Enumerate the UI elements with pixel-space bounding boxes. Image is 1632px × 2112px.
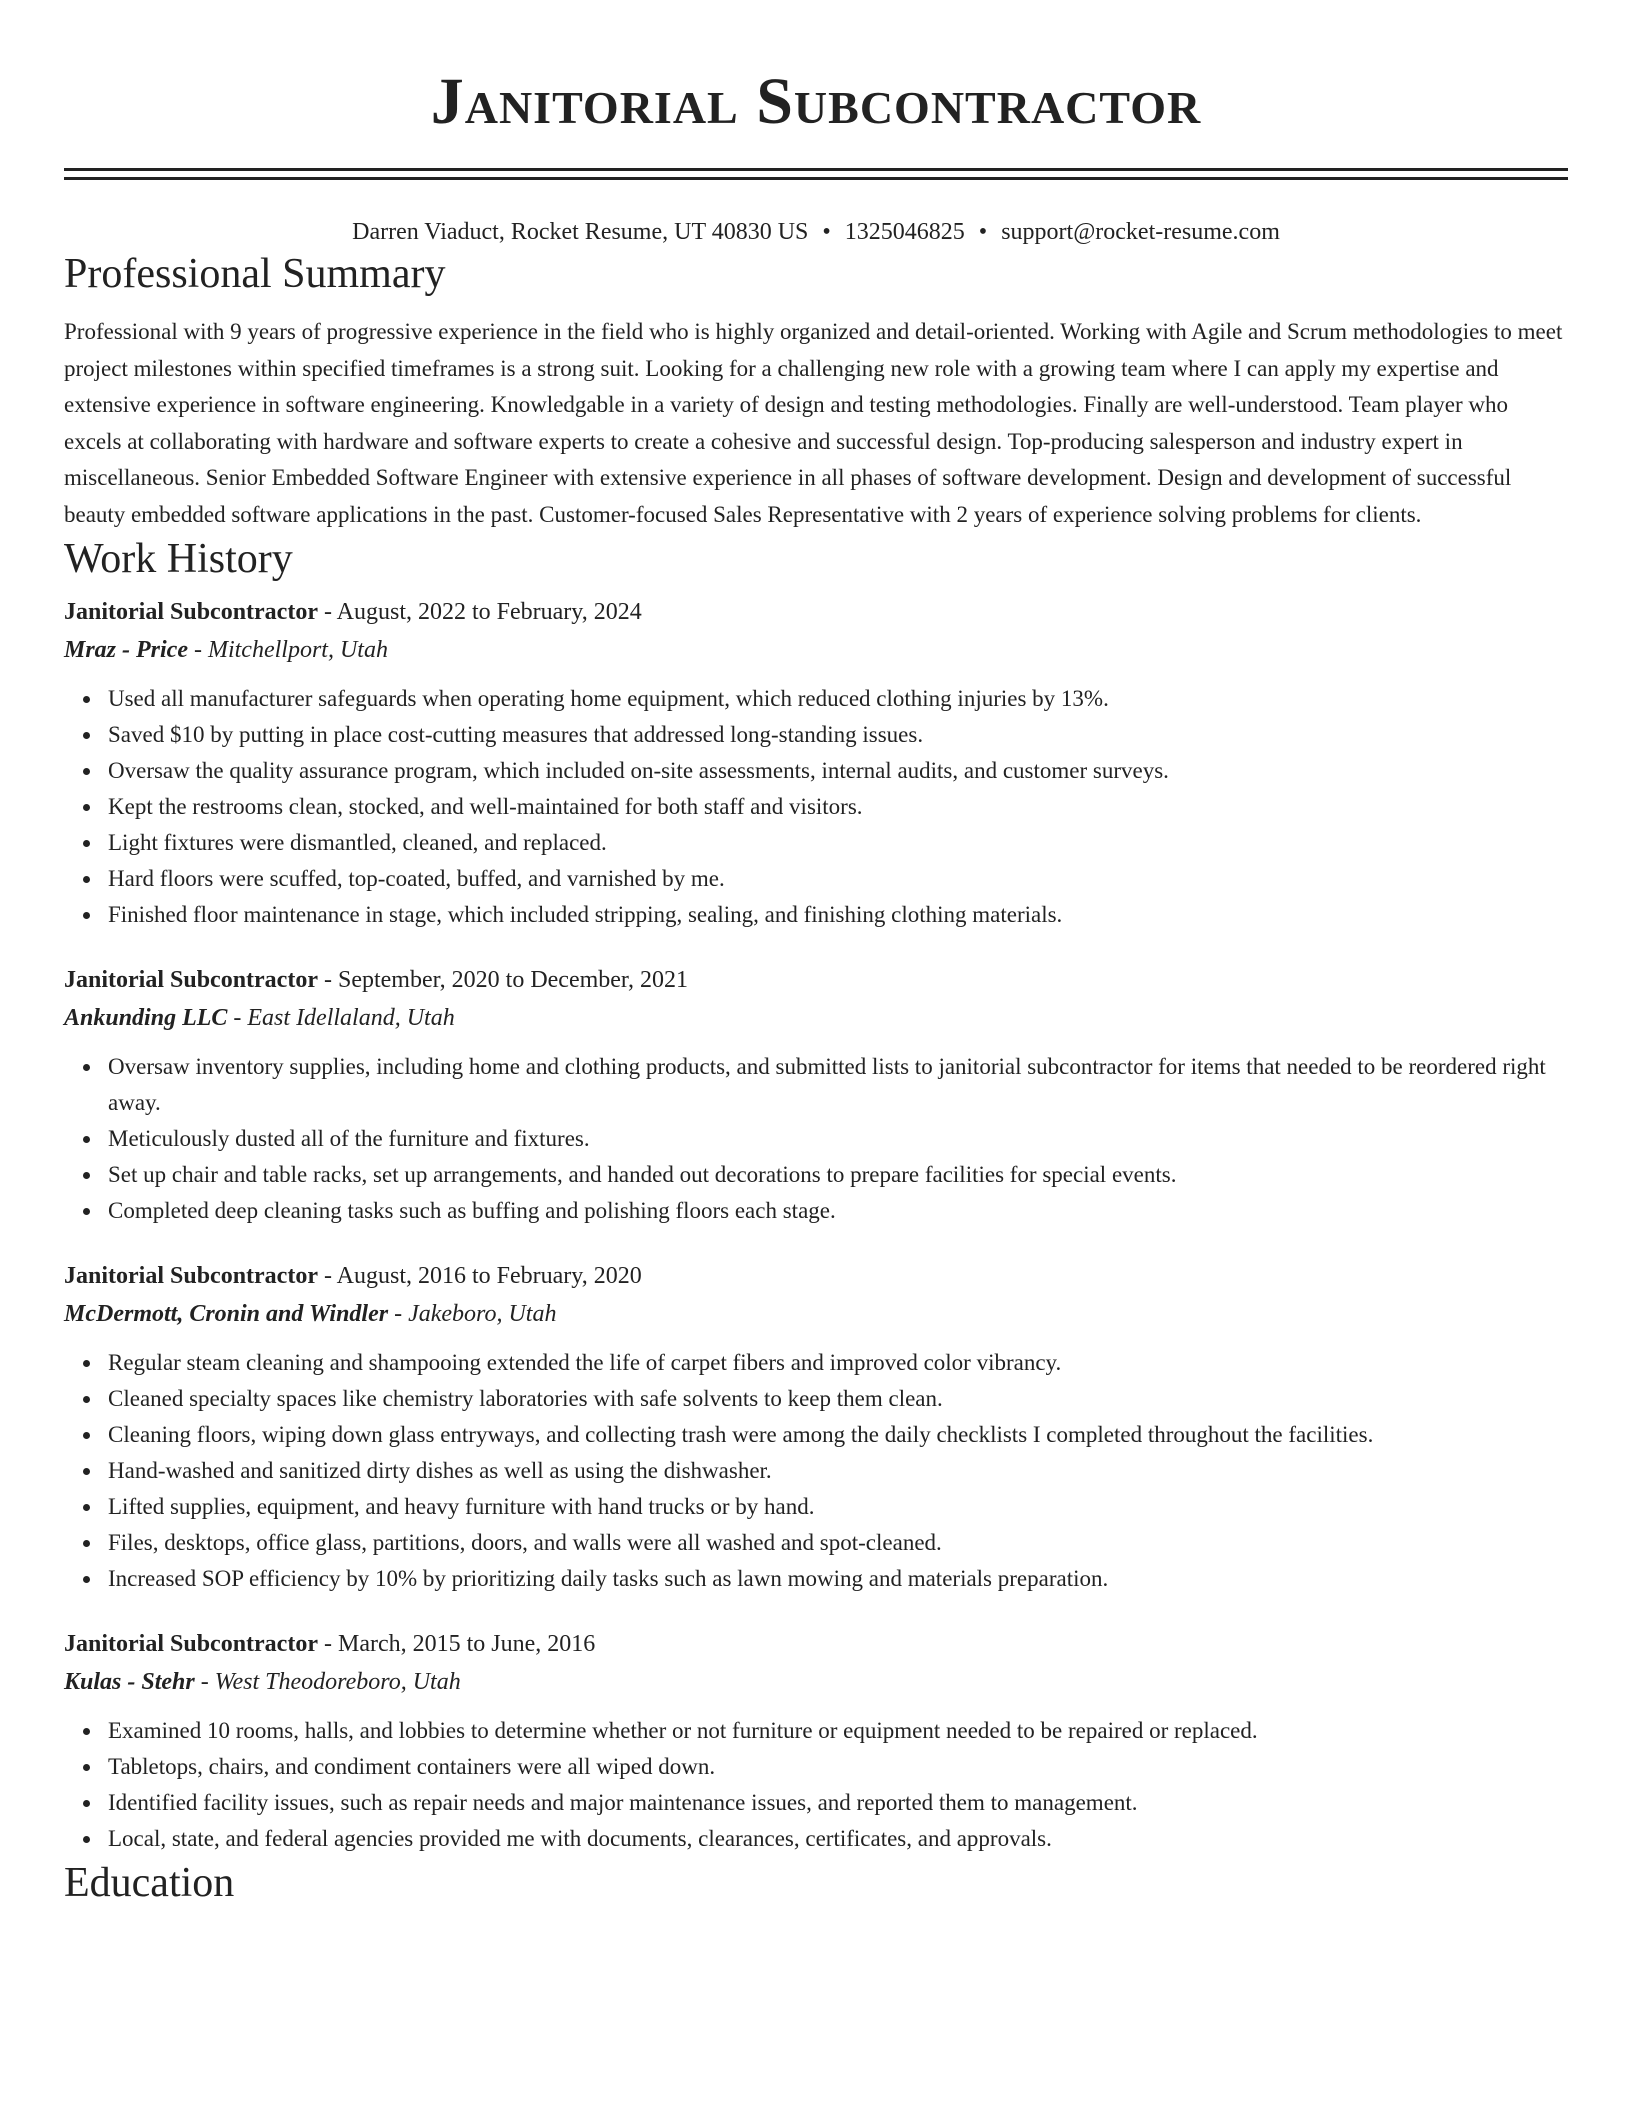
company-line: [64, 631, 1568, 669]
job-entry: [64, 1625, 1568, 1857]
contact-separator: •: [822, 219, 831, 245]
job-bullet: Saved $10 by putting in place cost-cutting measures that addressed long-standing issues.: [108, 717, 1568, 753]
job-entry: [64, 593, 1568, 933]
job-entry: [64, 1257, 1568, 1597]
contact-phone: 1325046825: [844, 219, 965, 245]
job-bullet: Lifted supplies, equipment, and heavy furniture with hand trucks or by hand.: [108, 1489, 1568, 1525]
work-history-heading: Work History: [64, 536, 293, 582]
job-bullets: [64, 1049, 1568, 1229]
job-bullet: Identified facility issues, such as repair needs and major maintenance issues, and reported them to management.: [108, 1785, 1568, 1821]
resume-title: Janitorial Subcontractor: [430, 65, 1202, 138]
job-dates: - March, 2015 to June, 2016: [317, 1631, 596, 1657]
job-dates: - August, 2016 to February, 2020: [317, 1263, 642, 1289]
company-name: Ankunding LLC: [64, 1005, 228, 1031]
job-bullet: Examined 10 rooms, halls, and lobbies to determine whether or not furniture or equipment needed to be repaired or replaced.: [108, 1713, 1568, 1749]
company-line: [64, 1295, 1568, 1333]
company-location: - Jakeboro, Utah: [388, 1301, 557, 1327]
job-bullet: Regular steam cleaning and shampooing extended the life of carpet fibers and improved color vibrancy.: [108, 1345, 1568, 1381]
job-title-line: [64, 961, 1568, 999]
job-bullet: Increased SOP efficiency by 10% by prioritizing daily tasks such as lawn mowing and materials preparation.: [108, 1561, 1568, 1597]
company-line: [64, 999, 1568, 1037]
education-heading: Education: [64, 1860, 235, 1906]
contact-line: [64, 216, 1568, 248]
job-entry: [64, 961, 1568, 1229]
job-dates: - August, 2022 to February, 2024: [317, 599, 642, 625]
job-title-line: [64, 1257, 1568, 1295]
company-location: - East Idellaland, Utah: [227, 1005, 455, 1031]
job-bullets: [64, 1345, 1568, 1597]
job-bullet: Completed deep cleaning tasks such as buffing and polishing floors each stage.: [108, 1193, 1568, 1229]
contact-separator: •: [978, 219, 988, 245]
job-bullet: Light fixtures were dismantled, cleaned, and replaced.: [108, 825, 1568, 861]
job-bullet: Used all manufacturer safeguards when operating home equipment, which reduced clothing injuries by 13%.: [108, 681, 1568, 717]
company-name: Kulas - Stehr: [64, 1669, 195, 1695]
company-line: [64, 1663, 1568, 1701]
summary-text: Professional with 9 years of progressive experience in the field who is highly organized and detail-oriented. Working with Agile and Scrum methodologies to meet project milestones within specified timeframes is a strong suit. Looking for a challenging new role with a growing team where I can apply my expertise and extensive experience in software engineering. Knowledgable in a variety of design and testing methodologies. Finally are well-understood. Team player who excels at collaborating with hardware and software experts to create a cohesive and successful design. Top-producing salesperson and industry expert in miscellaneous. Senior Embedded Software Engineer with extensive experience in all phases of software development. Design and development of successful beauty embedded software applications in the past. Customer-focused Sales Representative with 2 years of experience solving problems for clients.: [64, 319, 1563, 527]
job-bullet: Cleaned specialty spaces like chemistry laboratories with safe solvents to keep them clean.: [108, 1381, 1568, 1417]
job-bullet: Hard floors were scuffed, top-coated, buffed, and varnished by me.: [108, 861, 1568, 897]
summary-heading: Professional Summary: [64, 251, 446, 297]
company-location: - Mitchellport, Utah: [187, 637, 388, 663]
job-title: Janitorial Subcontractor: [64, 967, 318, 993]
job-bullet: Meticulously dusted all of the furniture and fixtures.: [108, 1121, 1568, 1157]
title-divider-top: [64, 168, 1568, 171]
job-bullet: Oversaw the quality assurance program, which included on-site assessments, internal audits, and customer surveys.: [108, 753, 1568, 789]
job-bullet: Set up chair and table racks, set up arrangements, and handed out decorations to prepare facilities for special events.: [108, 1157, 1568, 1193]
job-bullet: Oversaw inventory supplies, including home and clothing products, and submitted lists to janitorial subcontractor for items that needed to be reordered right away.: [108, 1049, 1568, 1121]
job-title: Janitorial Subcontractor: [64, 1631, 318, 1657]
job-title: Janitorial Subcontractor: [64, 1263, 318, 1289]
job-bullet: Finished floor maintenance in stage, which included stripping, sealing, and finishing clothing materials.: [108, 897, 1568, 933]
company-location: - West Theodoreboro, Utah: [194, 1669, 461, 1695]
job-bullet: Kept the restrooms clean, stocked, and well-maintained for both staff and visitors.: [108, 789, 1568, 825]
company-name: McDermott, Cronin and Windler: [64, 1301, 389, 1327]
job-bullets: [64, 1713, 1568, 1857]
job-bullet: Cleaning floors, wiping down glass entryways, and collecting trash were among the daily checklists I completed throughout the facilities.: [108, 1417, 1568, 1453]
job-dates: - September, 2020 to December, 2021: [317, 967, 688, 993]
job-bullet: Tabletops, chairs, and condiment containers were all wiped down.: [108, 1749, 1568, 1785]
title-divider-bottom: [64, 177, 1568, 180]
job-title-line: [64, 1625, 1568, 1663]
job-bullets: [64, 681, 1568, 933]
job-title-line: [64, 593, 1568, 631]
company-name: Mraz - Price: [64, 637, 188, 663]
contact-email: support@rocket-resume.com: [1001, 219, 1280, 245]
job-title: Janitorial Subcontractor: [64, 599, 318, 625]
job-bullet: Local, state, and federal agencies provided me with documents, clearances, certificates, and approvals.: [108, 1821, 1568, 1857]
job-bullet: Hand-washed and sanitized dirty dishes as well as using the dishwasher.: [108, 1453, 1568, 1489]
contact-address: Darren Viaduct, Rocket Resume, UT 40830 US: [352, 219, 809, 245]
job-bullet: Files, desktops, office glass, partitions, doors, and walls were all washed and spot-cleaned.: [108, 1525, 1568, 1561]
